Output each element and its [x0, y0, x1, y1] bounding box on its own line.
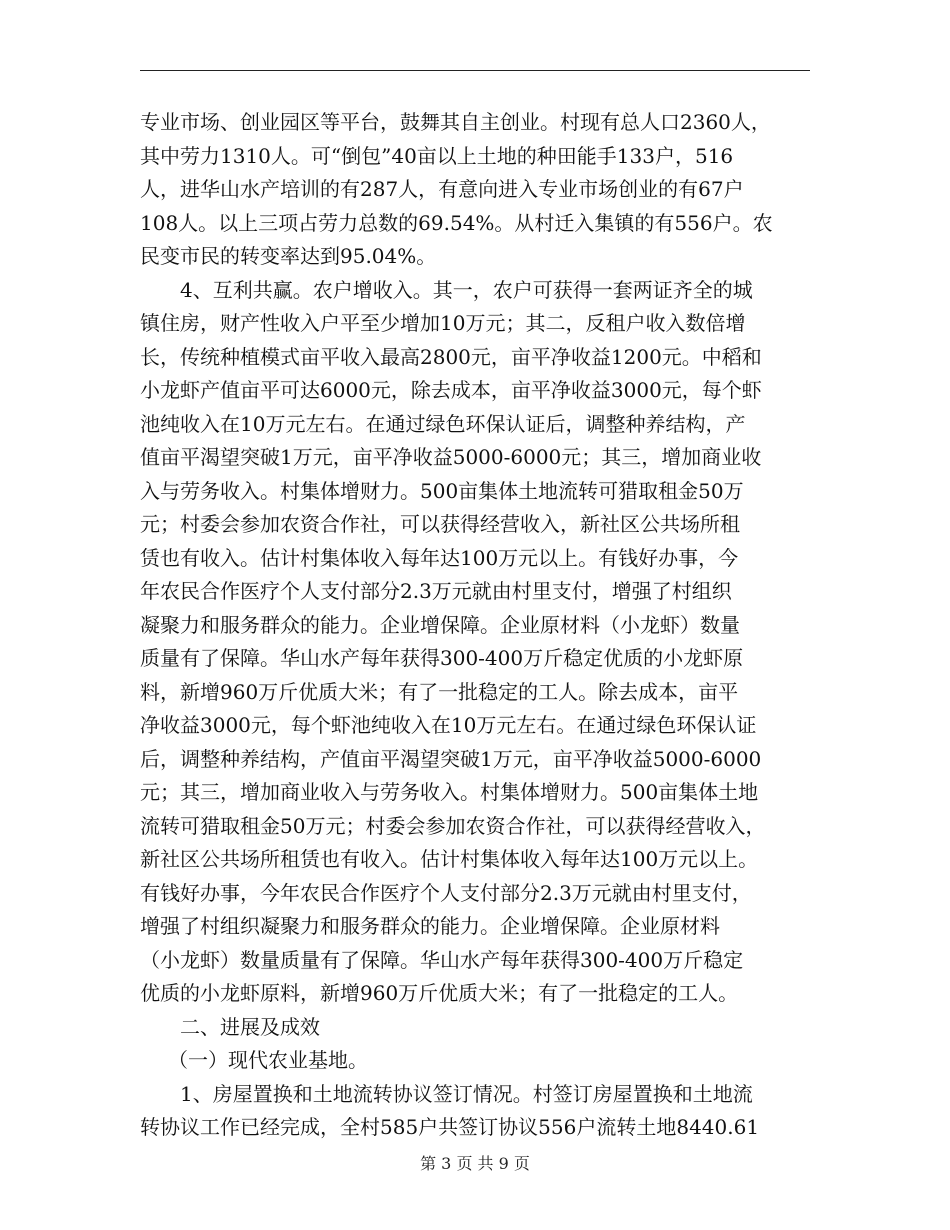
- text-line: 有钱好办事，今年农民合作医疗个人支付部分2.3万元就由村里支付，: [140, 880, 752, 905]
- text-line: 池纯收入在10万元左右。在通过绿色环保认证后，调整种养结构，产: [140, 411, 746, 436]
- text-line: 新社区公共场所租赁也有收入。估计村集体收入每年达100万元以上。: [140, 847, 759, 871]
- text-line: 后，调整种养结构，产值亩平渴望突破1万元，亩平净收益5000-6000: [140, 746, 762, 771]
- text-line: 长，传统种植模式亩平收入最高2800元，亩平净收益1200元。中稻和: [140, 344, 762, 369]
- text-line: 凝聚力和服务群众的能力。企业增保障。企业原材料（小龙虾）数量: [140, 612, 740, 637]
- text-line: 优质的小龙虾原料，新增960万斤优质大米；有了一批稳定的工人。: [140, 981, 739, 1005]
- text-line: 增强了村组织凝聚力和服务群众的能力。企业增保障。企业原材料: [140, 914, 720, 938]
- text-line: 质量有了保障。华山水产每年获得300-400万斤稳定优质的小龙虾原: [140, 646, 744, 670]
- text-line: 民变市民的转变率达到95.04%。: [140, 244, 437, 268]
- text-line: 4、互利共赢。农户增收入。其一，农户可获得一套两证齐全的城: [180, 277, 753, 302]
- text-line: 其中劳力1310人。可“倒包”40亩以上土地的种田能手133户，516: [140, 143, 734, 168]
- text-line: 值亩平渴望突破1万元，亩平净收益5000-6000元；其三，增加商业收: [140, 445, 762, 469]
- text-line: 年农民合作医疗个人支付部分2.3万元就由村里支付，增强了村组织: [140, 579, 732, 603]
- text-line: 转协议工作已经完成，全村585户共签订协议556户流转土地8440.61: [140, 1115, 760, 1139]
- document-body: [140, 106, 810, 1145]
- text-line: 料，新增960万斤优质大米；有了一批稳定的工人。除去成本，亩平: [140, 679, 739, 704]
- text-line: 专业市场、创业园区等平台，鼓舞其自主创业。村现有总人口2360人，: [140, 110, 771, 134]
- section-heading: 二、进展及成效: [180, 1014, 320, 1039]
- subsection-heading: （一）现代农业基地。: [168, 1048, 368, 1072]
- text-line: 元；其三，增加商业收入与劳务收入。村集体增财力。500亩集体土地: [140, 780, 759, 804]
- text-line: 净收益3000元，每个虾池纯收入在10万元左右。在通过绿色环保认证: [140, 713, 757, 737]
- text-line: 1、房屋置换和土地流转协议签订情况。村签订房屋置换和土地流: [180, 1081, 753, 1106]
- text-line: 流转可猎取租金50万元；村委会参加农资合作社，可以获得经营收入，: [140, 813, 766, 838]
- text-line: 入与劳务收入。村集体增财力。500亩集体土地流转可猎取租金50万: [140, 478, 744, 503]
- text-line: 108人。以上三项占劳力总数的69.54%。从村迁入集镇的有556户。农: [140, 210, 773, 235]
- text-line: 人，进华山水产培训的有287人，有意向进入专业市场创业的有67户: [140, 177, 744, 201]
- text-line: 元；村委会参加农资合作社，可以获得经营收入，新社区公共场所租: [140, 512, 740, 536]
- header-rule: [140, 70, 810, 71]
- page-number: 第 3 页 共 9 页: [420, 1154, 530, 1173]
- text-line: 镇住房，财产性收入户平至少增加10万元；其二，反租户收入数倍增: [140, 311, 746, 335]
- text-line: 赁也有收入。估计村集体收入每年达100万元以上。有钱好办事，今: [140, 545, 739, 570]
- text-line: 小龙虾产值亩平可达6000元，除去成本，亩平净收益3000元，每个虾: [140, 378, 762, 402]
- text-line: （小龙虾）数量质量有了保障。华山水产每年获得300-400万斤稳定: [140, 947, 744, 972]
